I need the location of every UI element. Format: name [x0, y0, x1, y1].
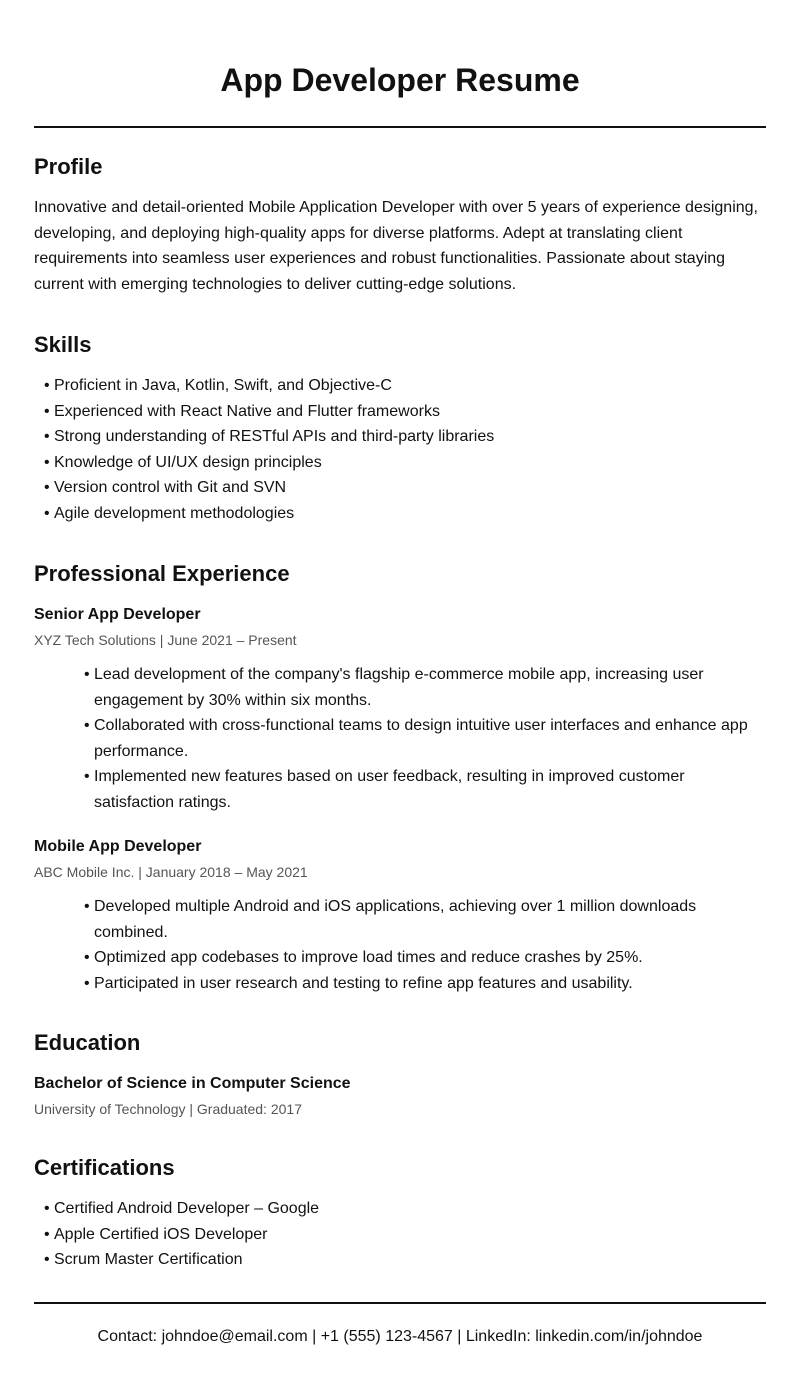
header-divider [34, 126, 766, 128]
job-bullet: • Lead development of the company's flagship e-commerce mobile app, increasing user engagement by 30% within six months. [84, 662, 756, 713]
job-bullet: • Optimized app codebases to improve load times and reduce crashes by 25%. [84, 945, 756, 971]
job-bullet: • Participated in user research and testing to refine app features and usability. [84, 971, 756, 997]
certification-item: • Scrum Master Certification [44, 1247, 756, 1273]
education-meta: University of Technology | Graduated: 2017 [34, 1101, 302, 1117]
page-title: App Developer Resume [220, 62, 580, 98]
certification-item: • Apple Certified iOS Developer [44, 1222, 756, 1248]
job-bullets [84, 662, 756, 815]
job-bullet: • Implemented new features based on user feedback, resulting in improved customer satisfaction ratings. [84, 764, 756, 815]
skill-item: • Strong understanding of RESTful APIs and third-party libraries [44, 424, 756, 450]
certifications-list [44, 1196, 756, 1273]
skill-item: • Agile development methodologies [44, 501, 756, 527]
skills-list [44, 373, 756, 526]
certification-item: • Certified Android Developer – Google [44, 1196, 756, 1222]
skill-item: • Knowledge of UI/UX design principles [44, 450, 756, 476]
job-meta: XYZ Tech Solutions | June 2021 – Present [34, 632, 297, 648]
degree-title: Bachelor of Science in Computer Science [34, 1075, 351, 1092]
job-bullet: • Developed multiple Android and iOS applications, achieving over 1 million downloads combined. [84, 894, 756, 945]
job-title: Senior App Developer [34, 606, 201, 623]
skill-item: • Proficient in Java, Kotlin, Swift, and Objective-C [44, 373, 756, 399]
profile-heading: Profile [34, 154, 103, 179]
contact-footer: Contact: johndoe@email.com | +1 (555) 123-4567 | LinkedIn: linkedin.com/in/johndoe [97, 1328, 703, 1345]
certifications-heading: Certifications [34, 1155, 175, 1180]
job-meta: ABC Mobile Inc. | January 2018 – May 2021 [34, 864, 308, 880]
job-bullets [84, 894, 756, 996]
profile-text: Innovative and detail-oriented Mobile Application Developer with over 5 years of experience designing, developing, and deploying high-quality apps for diverse platforms. Adept at translating client requirements into seamless user experiences and robust functionalities. Passionate about staying current with emerging technologies to deliver cutting-edge solutions. [34, 199, 758, 293]
job-title: Mobile App Developer [34, 838, 202, 855]
skill-item: • Experienced with React Native and Flutter frameworks [44, 399, 756, 425]
experience-heading: Professional Experience [34, 561, 290, 586]
education-heading: Education [34, 1030, 141, 1055]
footer-divider [34, 1302, 766, 1304]
skills-heading: Skills [34, 332, 92, 357]
skill-item: • Version control with Git and SVN [44, 475, 756, 501]
job-bullet: • Collaborated with cross-functional teams to design intuitive user interfaces and enhance app performance. [84, 713, 756, 764]
